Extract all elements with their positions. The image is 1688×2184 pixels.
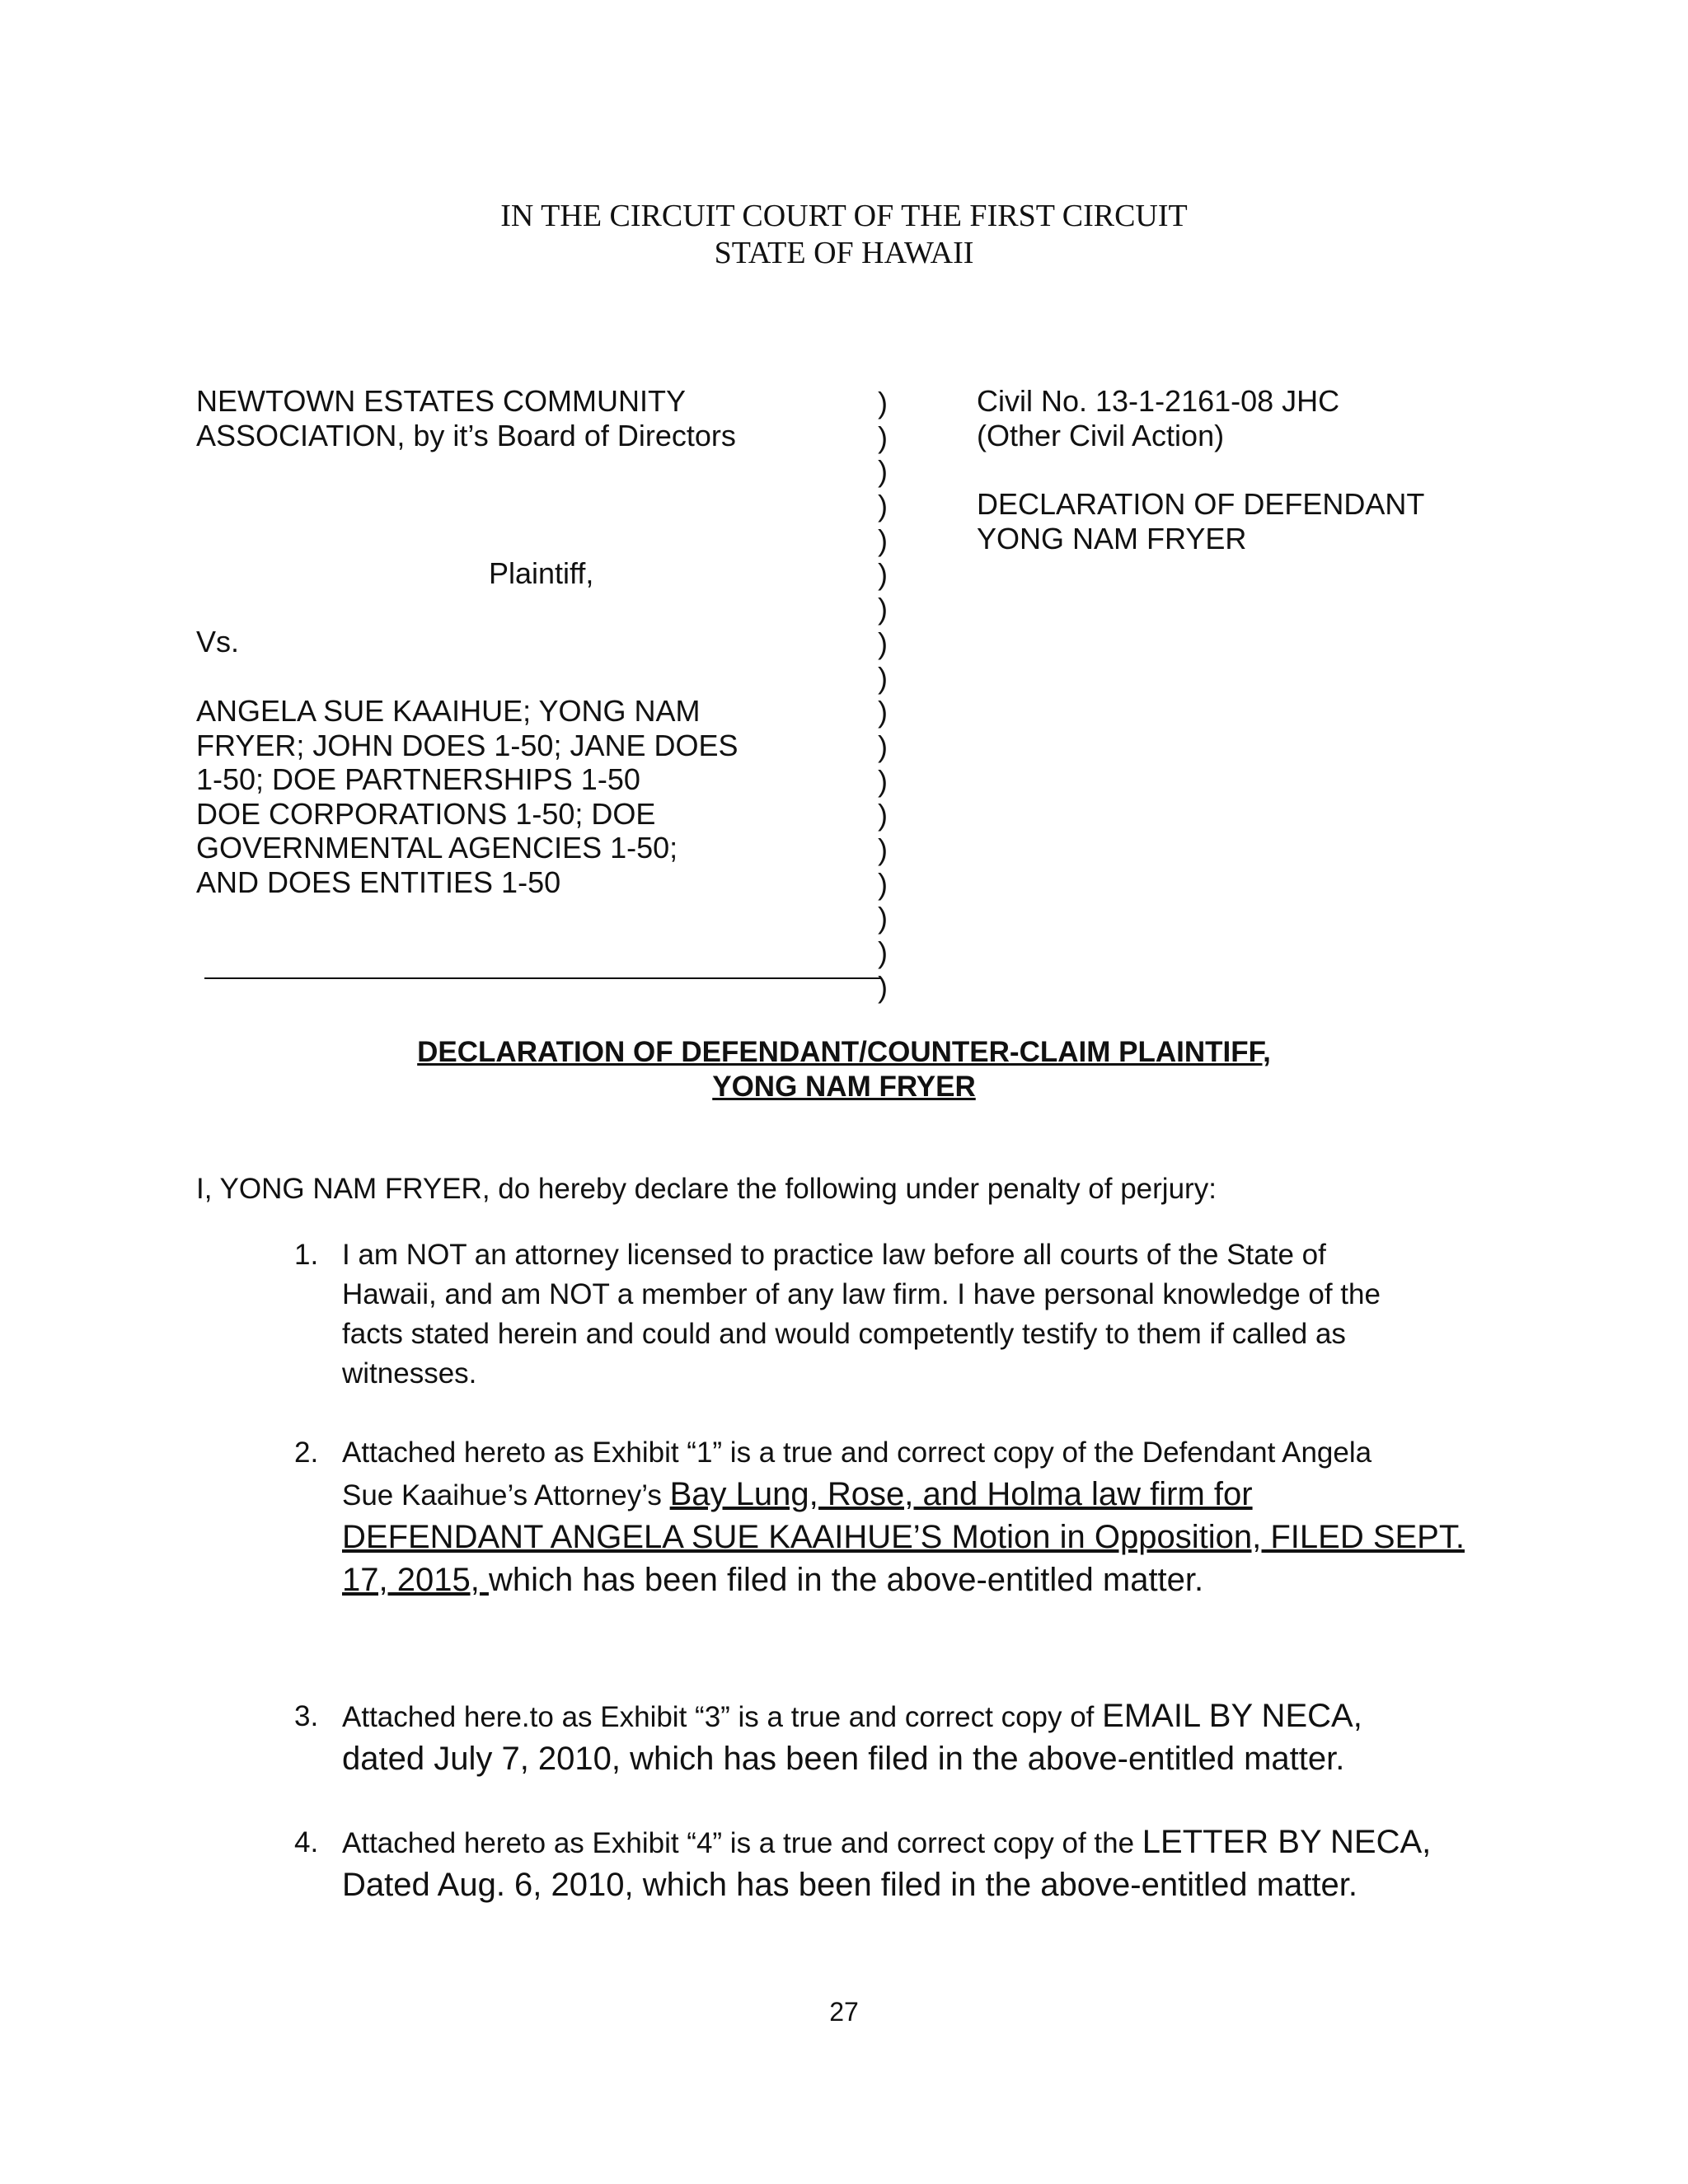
- court-state: STATE OF HAWAII: [714, 236, 974, 270]
- item-number: 1.: [294, 1239, 319, 1271]
- defendant-line: AND DOES ENTITIES 1-50: [196, 865, 561, 899]
- defendant-line: ANGELA SUE KAAIHUE; YONG NAM: [196, 694, 701, 728]
- item-4-text-large: LETTER BY NECA,: [1142, 1824, 1432, 1860]
- plaintiff-name-line2: ASSOCIATION, by it’s Board of Directors: [196, 419, 736, 452]
- action-type: (Other Civil Action): [977, 419, 1225, 452]
- caption-paren: ): [878, 489, 888, 523]
- declaration-heading-line1: DECLARATION OF DEFENDANT/COUNTER-CLAIM PLAINTIFF,: [417, 1036, 1271, 1068]
- caption-paren: ): [878, 454, 888, 489]
- caption-paren: ): [878, 557, 888, 592]
- item-3-text: Attached here.to as Exhibit “3” is a true and correct copy of: [342, 1701, 1103, 1733]
- caption-paren: ): [878, 419, 888, 454]
- item-1-line: witnesses.: [342, 1357, 477, 1390]
- item-number: 4.: [294, 1826, 319, 1858]
- item-2-text: Sue Kaaihue’s Attorney’s: [342, 1479, 670, 1511]
- item-2-underlined-text: Bay Lung, Rose, and Holma law firm for: [669, 1476, 1253, 1512]
- item-number: 3.: [294, 1700, 319, 1732]
- item-1-line: I am NOT an attorney licensed to practice law before all courts of the State of: [342, 1239, 1326, 1271]
- item-3-line: dated July 7, 2010, which has been filed in the above-entitled matter.: [342, 1741, 1345, 1777]
- item-4-line: [342, 1824, 1431, 1861]
- caption-paren: ): [878, 866, 888, 901]
- item-2-underlined-text: 17, 2015,: [342, 1562, 489, 1598]
- caption-paren: ): [878, 695, 888, 729]
- caption-underline: [204, 977, 882, 979]
- caption-paren: ): [878, 969, 888, 1004]
- page-number: 27: [829, 1997, 859, 2027]
- item-2-underlined-line: DEFENDANT ANGELA SUE KAAIHUE’S Motion in Opposition, FILED SEPT.: [342, 1519, 1465, 1555]
- defendant-line: FRYER; JOHN DOES 1-50; JANE DOES: [196, 729, 738, 762]
- caption-paren: ): [878, 729, 888, 763]
- versus: Vs.: [196, 625, 240, 658]
- court-header: [0, 198, 1688, 272]
- item-2-line: [342, 1562, 1203, 1599]
- item-4-line: Dated Aug. 6, 2010, which has been filed in the above-entitled matter.: [342, 1867, 1357, 1903]
- plaintiff-role: Plaintiff,: [489, 556, 594, 590]
- civil-number: Civil No. 13-1-2161-08 JHC: [977, 384, 1340, 418]
- caption-paren: ): [878, 592, 888, 626]
- document-title-line2: YONG NAM FRYER: [977, 522, 1247, 555]
- item-2-text: which has been filed in the above-entitled matter.: [488, 1562, 1204, 1598]
- caption-paren: ): [878, 660, 888, 695]
- defendant-line: DOE CORPORATIONS 1-50; DOE: [196, 797, 656, 831]
- caption-paren: ): [878, 523, 888, 557]
- caption-paren: ): [878, 626, 888, 660]
- caption-paren: ): [878, 763, 888, 798]
- item-3-text-large: EMAIL BY NECA,: [1102, 1698, 1362, 1734]
- item-4-text: Attached hereto as Exhibit “4” is a true and correct copy of the: [342, 1827, 1142, 1859]
- defendant-line: GOVERNMENTAL AGENCIES 1-50;: [196, 831, 678, 865]
- court-name: IN THE CIRCUIT COURT OF THE FIRST CIRCUIT: [500, 199, 1188, 233]
- caption-paren: ): [878, 901, 888, 935]
- caption-paren: ): [878, 798, 888, 832]
- caption-paren: ): [878, 386, 888, 419]
- item-2-line: [342, 1476, 1253, 1513]
- caption-paren: ): [878, 935, 888, 969]
- intro-statement: I, YONG NAM FRYER, do hereby declare the following under penalty of perjury:: [196, 1173, 1217, 1205]
- plaintiff-name-line1: NEWTOWN ESTATES COMMUNITY: [196, 384, 686, 418]
- document-title-line1: DECLARATION OF DEFENDANT: [977, 487, 1425, 521]
- caption-paren: ): [878, 832, 888, 866]
- caption-paren-column: [878, 386, 888, 1004]
- item-1-line: Hawaii, and am NOT a member of any law firm. I have personal knowledge of the: [342, 1278, 1381, 1310]
- item-3-line: [342, 1698, 1362, 1735]
- item-2-line: Attached hereto as Exhibit “1” is a true and correct copy of the Defendant Angela: [342, 1436, 1372, 1469]
- item-number: 2.: [294, 1436, 319, 1469]
- declaration-heading-line2: YONG NAM FRYER: [712, 1071, 976, 1103]
- item-1-line: facts stated herein and could and would competently testify to them if called as: [342, 1318, 1346, 1350]
- defendant-line: 1-50; DOE PARTNERSHIPS 1-50: [196, 762, 640, 796]
